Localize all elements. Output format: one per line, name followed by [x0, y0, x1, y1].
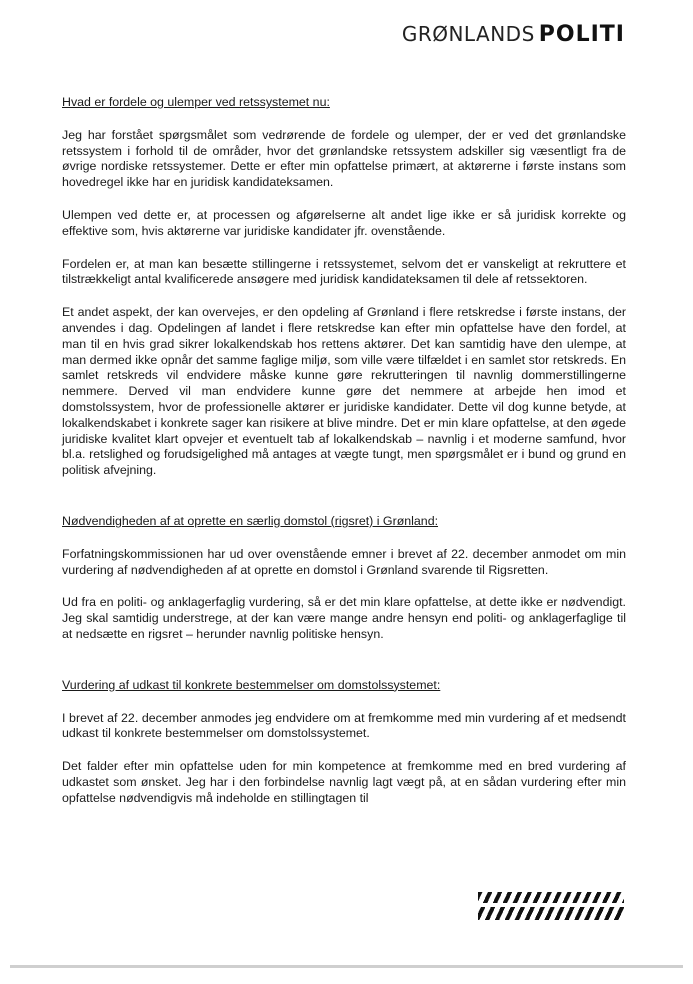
- section-spacer: [62, 496, 626, 514]
- paragraph: Forfatningskommissionen har ud over ovenstående emner i brevet af 22. december anmodet om min vurdering af nødvendigheden af at oprette en domstol i Grønland svarende til Rigsretten.: [62, 546, 626, 577]
- section-spacer: [62, 660, 626, 678]
- paragraph: Det falder efter min opfattelse uden for min kompetence at fremkomme med en bred vurdering af udkastet som ønsket. Jeg har i den forbindelse navnlig lagt vægt på, at en sådan vurdering efter min opfattelse nødvendigvis må indeholde en stillingtagen til: [62, 759, 626, 805]
- logo-text-politi: POLITI: [538, 22, 625, 47]
- paragraph: I brevet af 22. december anmodes jeg endvidere om at fremkomme med min vurdering af et medsendt udkast til konkrete bestemmelser om domstolssystemet.: [62, 710, 626, 741]
- paragraph: Fordelen er, at man kan besætte stillingerne i retssystemet, selvom det er vanskeligt at rekruttere et tilstrækkeligt antal kvalificerede ansøgere med juridisk kandidateksamen til dele af retssektoren.: [62, 256, 626, 287]
- paragraph: Ud fra en politi- og anklagerfaglig vurdering, så er det min klare opfattelse, at dette ikke er nødvendigt. Jeg skal samtidig understrege, at der kan være mange andre hensyn end politi- og anklagerfaglige til at nedsætte en rigsret – herunder navnlig politiske hensyn.: [62, 595, 626, 641]
- section-heading-fordele-ulemper: Hvad er fordele og ulemper ved retssystemet nu:: [62, 95, 330, 109]
- police-stripe-graphic: [478, 892, 624, 920]
- section-heading-rigsret: Nødvendigheden af at oprette en særlig domstol (rigsret) i Grønland:: [62, 513, 439, 528]
- section-heading-vurdering-udkast: Vurdering af udkast til konkrete bestemmelser om domstolssystemet:: [62, 677, 441, 692]
- scan-edge-line: [10, 965, 683, 968]
- paragraph: Jeg har forstået spørgsmålet som vedrørende de fordele og ulemper, der er ved det grønlandske retssystem i forhold til de områder, hvor det grønlandske retssystem adskiller sig væsentligt fra de øvrige nordiske retssystemer. Dette er efter min opfattelse primært, at aktørerne i første instans som hovedregel ikke har en juridisk kandidateksamen.: [62, 127, 626, 190]
- logo-text-gronlands: GRØNLANDS: [401, 22, 535, 46]
- gronlands-politi-logo: [402, 22, 625, 47]
- paragraph: Ulempen ved dette er, at processen og afgørelserne alt andet lige ikke er så juridisk korrekte og effektive som, hvis aktørerne var juridiske kandidater jfr. ovenstående.: [62, 207, 626, 238]
- document-body: [62, 95, 626, 807]
- paragraph: Et andet aspekt, der kan overvejes, er den opdeling af Grønland i flere retskredse i første instans, der anvendes i dag. Opdelingen af landet i flere retskredse kan efter min opfattelse have den fordel, at man til en hvis grad sikrer lokalkendskab hos rettens aktører. Det kan samtidig have den ulempe, at man dermed ikke opnår det samme faglige miljø, som ville være tilfældet i en samlet stor retskreds. En samlet retskreds vil endvidere måske kunne gøre rekrutteringen til navnlig dommerstillingerne nemmere. Derved vil man endvidere kunne gøre det nemmere at arbejde hen imod et domstolssystem, hvor de professionelle aktører er juridiske kandidater. Dette vil dog kunne betyde, at lokalkendskabet i konkrete sager kan risikere at blive mindre. Det er min klare opfattelse, at den øgede juridiske kvalitet klart opvejer et eventuelt tab af lokalkendskab – navnlig i et moderne samfund, hvor bl.a. retslighed og forudsigelighed må antages at vægte tungt, men spørgsmålet er i bund og grund en politisk afvejning.: [62, 305, 626, 478]
